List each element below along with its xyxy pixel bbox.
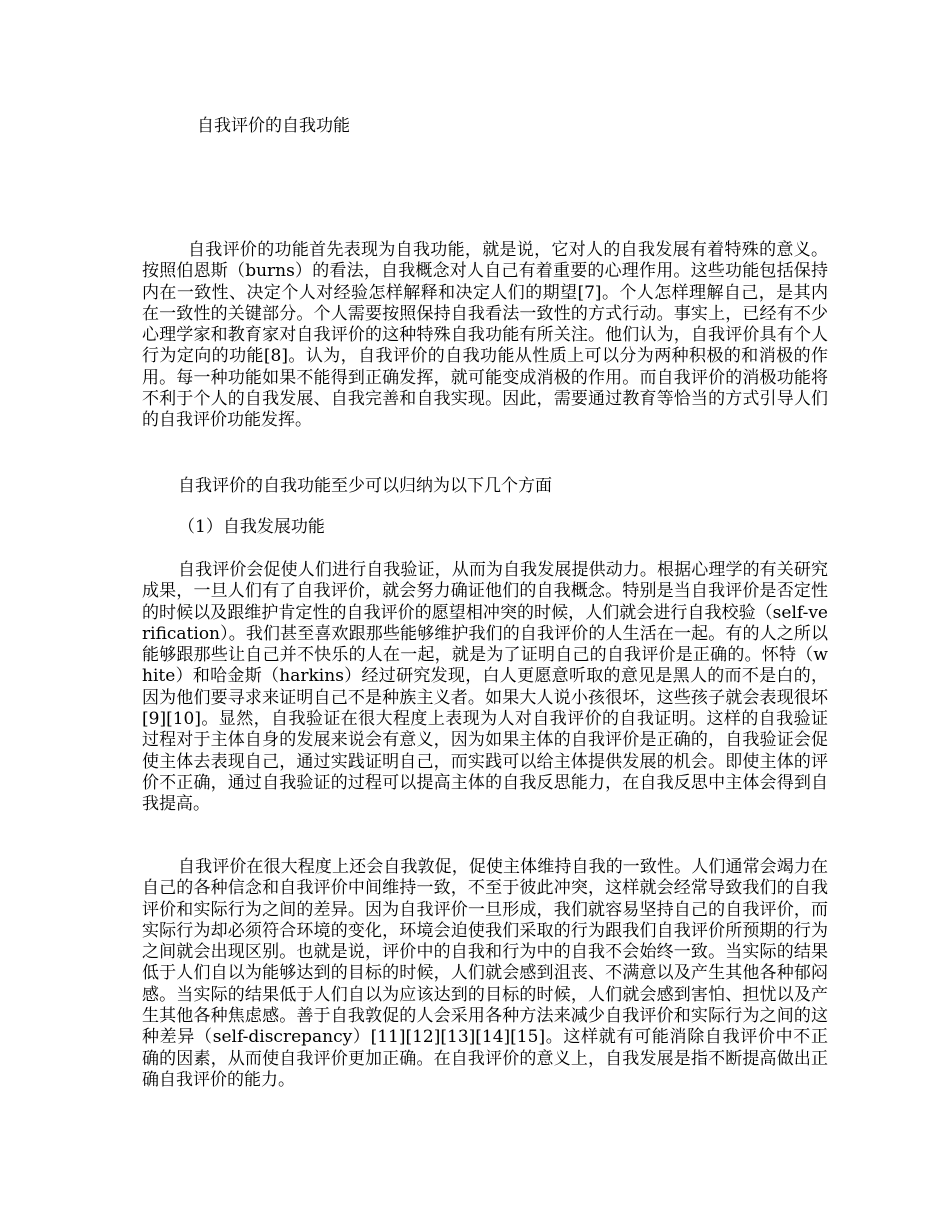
section-heading: （1）自我发展功能 xyxy=(178,517,325,537)
paragraph-self-urging: 自我评价在很大程度上还会自我敦促，促使主体维持自我的一致性。人们通常会竭力在自己的各种信念和自我评价中间维持一致，不至于彼此冲突，这样就会经常导致我们的自我评价和实际行为之间的差异。因为自我评价一旦形成，我们就容易坚持自己的自我评价，而实际行为却必须符合环境的变化，环境会迫使我们采取的行为跟我们自我评价所预期的行为之间就会出现区别。也就是说，评价中的自我和行为中的自我不会始终一致。当实际的结果低于人们自以为能够达到的目标的时候，人们就会感到沮丧、不满意以及产生其他各种郁闷感。当实际的结果低于人们自以为应该达到的目标的时候，人们就会感到害怕、担忧以及产生其他各种焦虑感。善于自我敦促的人会采用各种方法来减少自我评价和实际行为之间的这种差异（self-discrepancy）[11][12][13][14][15]。这样就有可能消除自我评价中不正确的因素，从而使自我评价更加正确。在自我评价的意义上，自我发展是指不断提高做出正确自我评价的能力。 xyxy=(142,857,828,1090)
paragraph-intro: 自我评价的功能首先表现为自我功能，就是说，它对人的自我发展有着特殊的意义。按照伯恩斯（burns）的看法，自我概念对人自己有着重要的心理作用。这些功能包括保持内在一致性、决定个人对经验怎样解释和决定人们的期望[7]。个人怎样理解自己，是其内在一致性的关键部分。个人需要按照保持自我看法一致性的方式行动。事实上，已经有不少心理学家和教育家对自我评价的这种特殊自我功能有所关注。他们认为，自我评价具有个人行为定向的功能[8]。认为，自我评价的自我功能从性质上可以分为两种积极的和消极的作用。每一种功能如果不能得到正确发挥，就可能变成消极的作用。而自我评价的消极功能将不利于个人的自我发展、自我完善和自我实现。因此，需要通过教育等恰当的方式引导人们的自我评价功能发挥。 xyxy=(142,240,828,431)
summary-heading: 自我评价的自我功能至少可以归纳为以下几个方面 xyxy=(178,476,552,496)
paragraph-self-verification: 自我评价会促使人们进行自我验证，从而为自我发展提供动力。根据心理学的有关研究成果，一旦人们有了自我评价，就会努力确证他们的自我概念。特别是当自我评价是否定性的时候以及跟维护肯定性的自我评价的愿望相冲突的时候，人们就会进行自我校验（self-verification）。我们甚至喜欢跟那些能够维护我们的自我评价的人生活在一起。有的人之所以能够跟那些让自己并不快乐的人在一起，就是为了证明自己的自我评价是正确的。怀特（white）和哈金斯（harkins）经过研究发现，白人更愿意听取的意见是黑人的而不是白的，因为他们要寻求来证明自己不是种族主义者。如果大人说小孩很坏，这些孩子就会表现很坏[9][10]。显然，自我验证在很大程度上表现为人对自我评价的自我证明。这样的自我验证过程对于主体自身的发展来说会有意义，因为如果主体的自我评价是正确的，自我验证会促使主体去表现自己，通过实践证明自己，而实践可以给主体提供发展的机会。即使主体的评价不正确，通过自我验证的过程可以提高主体的自我反思能力，在自我反思中主体会得到自我提高。 xyxy=(142,560,828,815)
document-title: 自我评价的自我功能 xyxy=(197,116,350,136)
